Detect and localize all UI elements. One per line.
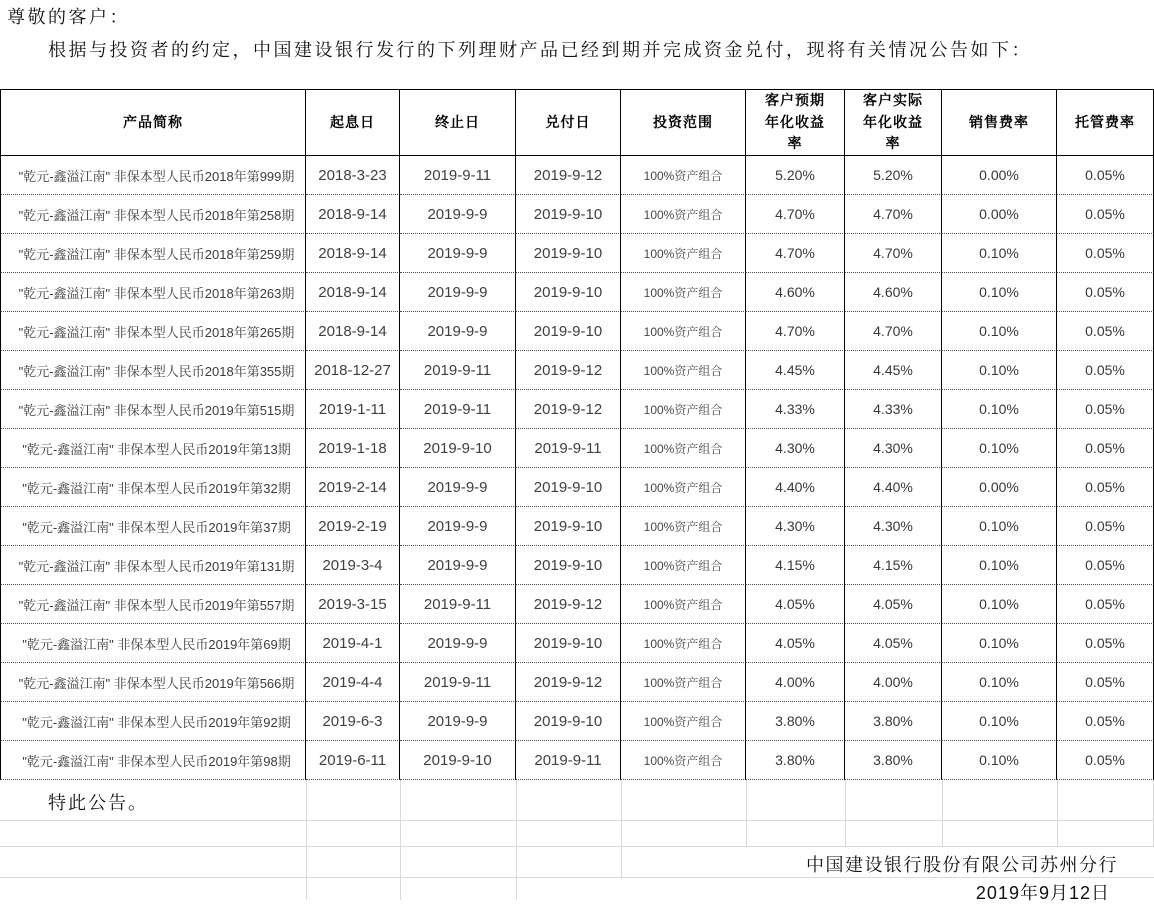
actual-yield-cell: 4.33% <box>845 390 942 429</box>
end-date-cell: 2019-9-9 <box>400 195 516 234</box>
expected-yield-cell: 4.00% <box>746 663 845 702</box>
actual-yield-cell: 4.15% <box>845 546 942 585</box>
ghost-gridline-vertical <box>516 780 517 900</box>
end-date-cell: 2019-9-11 <box>400 585 516 624</box>
product-name-cell: "乾元-鑫溢江南" 非保本型人民币2018年第258期 <box>0 195 306 234</box>
table-body <box>0 156 1154 780</box>
investment-scope-cell: 100%资产组合 <box>621 468 746 507</box>
column-header-end-date: 终止日 <box>400 89 516 156</box>
payment-date-cell: 2019-9-10 <box>516 546 621 585</box>
payment-date-cell: 2019-9-12 <box>516 390 621 429</box>
actual-yield-cell: 4.40% <box>845 468 942 507</box>
end-date-cell: 2019-9-9 <box>400 702 516 741</box>
sales-fee-cell: 0.10% <box>942 390 1057 429</box>
start-date-cell: 2019-6-11 <box>306 741 400 780</box>
payment-date-cell: 2019-9-10 <box>516 273 621 312</box>
table-row <box>0 312 1154 351</box>
product-name-cell: "乾元-鑫溢江南" 非保本型人民币2019年第98期 <box>0 741 306 780</box>
actual-yield-cell: 4.05% <box>845 624 942 663</box>
table-header <box>0 89 1154 156</box>
start-date-cell: 2019-2-14 <box>306 468 400 507</box>
column-header-expected-yield: 客户预期年化收益率 <box>746 89 845 156</box>
table-row <box>0 546 1154 585</box>
ghost-gridline-horizontal <box>0 846 1154 847</box>
start-date-cell: 2018-9-14 <box>306 234 400 273</box>
actual-yield-cell: 4.70% <box>845 234 942 273</box>
actual-yield-cell: 4.60% <box>845 273 942 312</box>
payment-date-cell: 2019-9-12 <box>516 156 621 195</box>
investment-scope-cell: 100%资产组合 <box>621 195 746 234</box>
custody-fee-cell: 0.05% <box>1057 273 1154 312</box>
expected-yield-cell: 4.70% <box>746 195 845 234</box>
start-date-cell: 2019-4-1 <box>306 624 400 663</box>
salutation-text: 尊敬的客户： <box>7 7 130 27</box>
custody-fee-cell: 0.05% <box>1057 585 1154 624</box>
custody-fee-cell: 0.05% <box>1057 429 1154 468</box>
end-date-cell: 2019-9-11 <box>400 390 516 429</box>
start-date-cell: 2018-9-14 <box>306 195 400 234</box>
ghost-gridline-vertical <box>400 780 401 900</box>
expected-yield-cell: 3.80% <box>746 702 845 741</box>
sales-fee-cell: 0.10% <box>942 585 1057 624</box>
footer-section <box>0 780 1154 902</box>
payment-date-cell: 2019-9-10 <box>516 702 621 741</box>
actual-yield-cell: 4.30% <box>845 429 942 468</box>
product-name-cell: "乾元-鑫溢江南" 非保本型人民币2019年第557期 <box>0 585 306 624</box>
intro-body-text: 根据与投资者的约定，中国建设银行发行的下列理财产品已经到期并完成资金兑付，现将有关情况公告如下： <box>48 40 1032 60</box>
sales-fee-cell: 0.10% <box>942 312 1057 351</box>
actual-yield-cell: 4.05% <box>845 585 942 624</box>
expected-yield-cell: 4.30% <box>746 429 845 468</box>
column-header-actual-yield: 客户实际年化收益率 <box>845 89 942 156</box>
actual-yield-cell: 3.80% <box>845 741 942 780</box>
actual-yield-cell: 4.00% <box>845 663 942 702</box>
table-row <box>0 468 1154 507</box>
payment-date-cell: 2019-9-11 <box>516 429 621 468</box>
product-name-cell: "乾元-鑫溢江南" 非保本型人民币2019年第69期 <box>0 624 306 663</box>
product-name-cell: "乾元-鑫溢江南" 非保本型人民币2018年第263期 <box>0 273 306 312</box>
table-row <box>0 624 1154 663</box>
start-date-cell: 2019-1-18 <box>306 429 400 468</box>
product-name-cell: "乾元-鑫溢江南" 非保本型人民币2019年第37期 <box>0 507 306 546</box>
custody-fee-cell: 0.05% <box>1057 195 1154 234</box>
product-name-cell: "乾元-鑫溢江南" 非保本型人民币2018年第265期 <box>0 312 306 351</box>
payment-date-cell: 2019-9-11 <box>516 741 621 780</box>
end-date-cell: 2019-9-10 <box>400 741 516 780</box>
investment-scope-cell: 100%资产组合 <box>621 390 746 429</box>
payment-date-cell: 2019-9-10 <box>516 468 621 507</box>
expected-yield-cell: 4.60% <box>746 273 845 312</box>
expected-yield-cell: 4.45% <box>746 351 845 390</box>
start-date-cell: 2019-1-11 <box>306 390 400 429</box>
payment-date-cell: 2019-9-10 <box>516 312 621 351</box>
sales-fee-cell: 0.00% <box>942 195 1057 234</box>
sales-fee-cell: 0.10% <box>942 429 1057 468</box>
ghost-gridline-horizontal <box>0 877 1154 878</box>
end-date-cell: 2019-9-11 <box>400 663 516 702</box>
table-row <box>0 507 1154 546</box>
intro-section <box>0 0 1154 89</box>
ghost-gridline-vertical <box>621 780 622 877</box>
ghost-gridline-vertical <box>845 780 846 846</box>
signature-date-text: 2019年9月12日 <box>975 883 1110 904</box>
investment-scope-cell: 100%资产组合 <box>621 702 746 741</box>
product-name-cell: "乾元-鑫溢江南" 非保本型人民币2018年第999期 <box>0 156 306 195</box>
table-row <box>0 195 1154 234</box>
payment-date-cell: 2019-9-12 <box>516 351 621 390</box>
closing-text: 特此公告。 <box>48 793 148 814</box>
product-name-cell: "乾元-鑫溢江南" 非保本型人民币2018年第259期 <box>0 234 306 273</box>
end-date-cell: 2019-9-9 <box>400 624 516 663</box>
ghost-gridline-horizontal <box>0 820 1154 821</box>
table-row <box>0 585 1154 624</box>
actual-yield-cell: 4.70% <box>845 195 942 234</box>
column-header-investment-scope: 投资范围 <box>621 89 746 156</box>
product-name-cell: "乾元-鑫溢江南" 非保本型人民币2018年第355期 <box>0 351 306 390</box>
product-name-cell: "乾元-鑫溢江南" 非保本型人民币2019年第131期 <box>0 546 306 585</box>
end-date-cell: 2019-9-11 <box>400 156 516 195</box>
investment-scope-cell: 100%资产组合 <box>621 585 746 624</box>
payment-date-cell: 2019-9-12 <box>516 585 621 624</box>
product-name-cell: "乾元-鑫溢江南" 非保本型人民币2019年第32期 <box>0 468 306 507</box>
payment-date-cell: 2019-9-10 <box>516 507 621 546</box>
table-row <box>0 273 1154 312</box>
expected-yield-cell: 4.70% <box>746 234 845 273</box>
custody-fee-cell: 0.05% <box>1057 702 1154 741</box>
sales-fee-cell: 0.10% <box>942 351 1057 390</box>
table-row <box>0 663 1154 702</box>
sales-fee-cell: 0.10% <box>942 741 1057 780</box>
custody-fee-cell: 0.05% <box>1057 234 1154 273</box>
custody-fee-cell: 0.05% <box>1057 507 1154 546</box>
product-name-cell: "乾元-鑫溢江南" 非保本型人民币2019年第13期 <box>0 429 306 468</box>
column-header-sales-fee: 销售费率 <box>942 89 1057 156</box>
investment-scope-cell: 100%资产组合 <box>621 624 746 663</box>
table-row <box>0 429 1154 468</box>
column-header-product-name: 产品简称 <box>0 89 306 156</box>
payment-date-cell: 2019-9-10 <box>516 234 621 273</box>
end-date-cell: 2019-9-9 <box>400 273 516 312</box>
custody-fee-cell: 0.05% <box>1057 546 1154 585</box>
investment-scope-cell: 100%资产组合 <box>621 351 746 390</box>
expected-yield-cell: 4.70% <box>746 312 845 351</box>
ghost-gridline-vertical <box>942 780 943 846</box>
custody-fee-cell: 0.05% <box>1057 390 1154 429</box>
table-row <box>0 702 1154 741</box>
expected-yield-cell: 3.80% <box>746 741 845 780</box>
start-date-cell: 2018-3-23 <box>306 156 400 195</box>
ghost-gridline-vertical <box>306 780 307 900</box>
start-date-cell: 2019-3-4 <box>306 546 400 585</box>
payment-date-cell: 2019-9-10 <box>516 195 621 234</box>
signature-text: 中国建设银行股份有限公司苏州分行 <box>806 855 1118 876</box>
investment-scope-cell: 100%资产组合 <box>621 546 746 585</box>
column-header-custody-fee: 托管费率 <box>1057 89 1154 156</box>
actual-yield-cell: 4.30% <box>845 507 942 546</box>
expected-yield-cell: 4.33% <box>746 390 845 429</box>
end-date-cell: 2019-9-9 <box>400 468 516 507</box>
products-table <box>0 89 1154 780</box>
sales-fee-cell: 0.00% <box>942 468 1057 507</box>
investment-scope-cell: 100%资产组合 <box>621 234 746 273</box>
actual-yield-cell: 3.80% <box>845 702 942 741</box>
sales-fee-cell: 0.10% <box>942 273 1057 312</box>
column-header-payment-date: 兑付日 <box>516 89 621 156</box>
product-name-cell: "乾元-鑫溢江南" 非保本型人民币2019年第566期 <box>0 663 306 702</box>
end-date-cell: 2019-9-11 <box>400 351 516 390</box>
start-date-cell: 2018-12-27 <box>306 351 400 390</box>
investment-scope-cell: 100%资产组合 <box>621 507 746 546</box>
end-date-cell: 2019-9-9 <box>400 546 516 585</box>
payment-date-cell: 2019-9-10 <box>516 624 621 663</box>
expected-yield-cell: 4.15% <box>746 546 845 585</box>
expected-yield-cell: 4.05% <box>746 624 845 663</box>
investment-scope-cell: 100%资产组合 <box>621 312 746 351</box>
start-date-cell: 2019-4-4 <box>306 663 400 702</box>
start-date-cell: 2019-2-19 <box>306 507 400 546</box>
sales-fee-cell: 0.00% <box>942 156 1057 195</box>
sales-fee-cell: 0.10% <box>942 702 1057 741</box>
expected-yield-cell: 4.05% <box>746 585 845 624</box>
sales-fee-cell: 0.10% <box>942 507 1057 546</box>
custody-fee-cell: 0.05% <box>1057 624 1154 663</box>
start-date-cell: 2018-9-14 <box>306 312 400 351</box>
end-date-cell: 2019-9-9 <box>400 507 516 546</box>
table-row <box>0 234 1154 273</box>
custody-fee-cell: 0.05% <box>1057 312 1154 351</box>
investment-scope-cell: 100%资产组合 <box>621 741 746 780</box>
actual-yield-cell: 4.70% <box>845 312 942 351</box>
start-date-cell: 2019-3-15 <box>306 585 400 624</box>
table-row <box>0 390 1154 429</box>
column-header-start-date: 起息日 <box>306 89 400 156</box>
table-row <box>0 741 1154 780</box>
custody-fee-cell: 0.05% <box>1057 156 1154 195</box>
sales-fee-cell: 0.10% <box>942 234 1057 273</box>
start-date-cell: 2019-6-3 <box>306 702 400 741</box>
table-row <box>0 351 1154 390</box>
investment-scope-cell: 100%资产组合 <box>621 273 746 312</box>
end-date-cell: 2019-9-9 <box>400 312 516 351</box>
table-row <box>0 156 1154 195</box>
investment-scope-cell: 100%资产组合 <box>621 429 746 468</box>
expected-yield-cell: 4.40% <box>746 468 845 507</box>
end-date-cell: 2019-9-9 <box>400 234 516 273</box>
custody-fee-cell: 0.05% <box>1057 741 1154 780</box>
custody-fee-cell: 0.05% <box>1057 663 1154 702</box>
sales-fee-cell: 0.10% <box>942 624 1057 663</box>
ghost-gridline-vertical <box>1057 780 1058 846</box>
ghost-gridline-vertical <box>746 780 747 846</box>
start-date-cell: 2018-9-14 <box>306 273 400 312</box>
sales-fee-cell: 0.10% <box>942 663 1057 702</box>
sales-fee-cell: 0.10% <box>942 546 1057 585</box>
product-name-cell: "乾元-鑫溢江南" 非保本型人民币2019年第92期 <box>0 702 306 741</box>
product-name-cell: "乾元-鑫溢江南" 非保本型人民币2019年第515期 <box>0 390 306 429</box>
custody-fee-cell: 0.05% <box>1057 468 1154 507</box>
investment-scope-cell: 100%资产组合 <box>621 663 746 702</box>
header-row <box>0 89 1154 156</box>
custody-fee-cell: 0.05% <box>1057 351 1154 390</box>
actual-yield-cell: 4.45% <box>845 351 942 390</box>
investment-scope-cell: 100%资产组合 <box>621 156 746 195</box>
payment-date-cell: 2019-9-12 <box>516 663 621 702</box>
expected-yield-cell: 4.30% <box>746 507 845 546</box>
end-date-cell: 2019-9-10 <box>400 429 516 468</box>
expected-yield-cell: 5.20% <box>746 156 845 195</box>
actual-yield-cell: 5.20% <box>845 156 942 195</box>
